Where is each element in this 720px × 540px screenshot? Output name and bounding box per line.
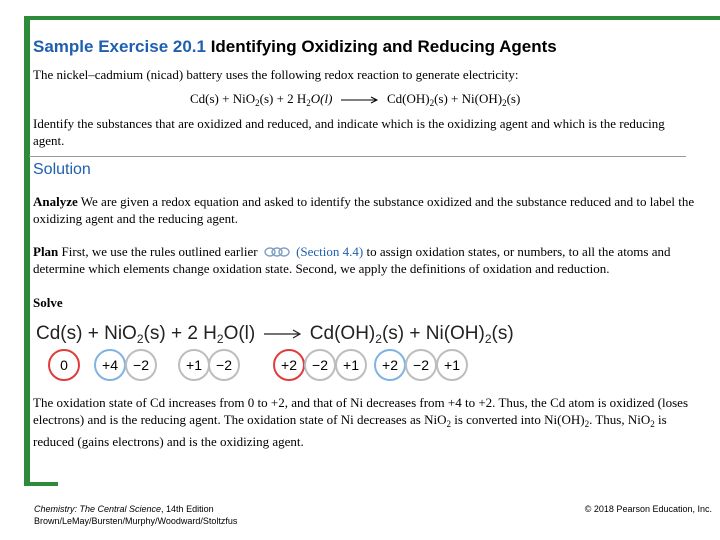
- link-chain-icon[interactable]: [263, 246, 291, 258]
- solution-heading: Solution: [33, 161, 91, 178]
- equation-product-b: (s) + Ni(OH): [434, 91, 503, 106]
- conclusion-subscript: 2: [584, 419, 590, 429]
- solve-label: [33, 294, 63, 311]
- left-accent-bar: [24, 16, 30, 486]
- plan-label: Plan: [33, 244, 59, 259]
- conclusion-paragraph: [33, 394, 705, 450]
- equation-reactant-a: Cd(s) + NiO: [190, 91, 256, 106]
- solve-term: (s): [491, 323, 514, 344]
- solve-subscript: 2: [484, 332, 492, 346]
- equation-subscript: 2: [306, 98, 311, 108]
- solve-term: (s) + Ni(OH): [381, 323, 485, 344]
- equation-product-a: Cd(OH): [386, 91, 430, 106]
- equation-product-c: (s): [506, 91, 521, 106]
- analyze-paragraph: [33, 193, 698, 227]
- oxidation-state-badge: +1: [335, 349, 367, 381]
- solve-term: O(l): [223, 323, 256, 344]
- conclusion-subscript: 2: [446, 419, 451, 429]
- solve-subscript: 2: [136, 332, 144, 346]
- oxidation-state-badge: −2: [125, 349, 157, 381]
- bottom-accent-bar: [24, 482, 58, 486]
- exercise-title: Identifying Oxidizing and Reducing Agents: [210, 37, 557, 56]
- oxidation-state-badge: −2: [208, 349, 240, 381]
- book-authors: Brown/LeMay/Bursten/Murphy/Woodward/Stoltzfus: [34, 516, 238, 526]
- conclusion-text: . Thus, NiO: [589, 412, 651, 427]
- equation-subscript: 2: [255, 98, 260, 108]
- oxidation-state-badge: +1: [178, 349, 210, 381]
- reaction-arrow-icon: [263, 328, 303, 340]
- oxidation-state-badge: +2: [374, 349, 406, 381]
- plan-paragraph: [33, 243, 698, 277]
- solve-subscript: 2: [216, 332, 224, 346]
- analyze-label: Analyze: [33, 194, 78, 209]
- oxidation-state-badge: +4: [94, 349, 126, 381]
- conclusion-text: is reduced (gains electrons) and is the oxidizing agent.: [33, 412, 667, 449]
- solve-term: (s) + 2 H: [143, 323, 217, 344]
- page-title: [33, 37, 557, 57]
- solve-term: Cd(OH): [309, 323, 376, 344]
- section-divider: [29, 156, 686, 157]
- reaction-equation: [190, 91, 520, 108]
- oxidation-state-badge: +2: [273, 349, 305, 381]
- oxidation-state-badge: +1: [436, 349, 468, 381]
- footer-citation: [34, 503, 237, 527]
- oxidation-state-badge: −2: [304, 349, 336, 381]
- solve-subscript: 2: [375, 332, 382, 346]
- footer-copyright: © 2018 Pearson Education, Inc.: [584, 504, 712, 514]
- equation-subscript: 2: [502, 98, 507, 108]
- conclusion-text: The oxidation state of Cd increases from 0 to +2, and that of Ni decreases from +4 to +2. Thus, the Cd atom is oxidized (loses electrons) and is the reducing agent. The oxidation state of Ni decreases as NiO: [33, 395, 689, 427]
- solve-label-text: Solve: [33, 295, 63, 310]
- equation-reactant-c: O(l): [310, 91, 333, 106]
- equation-reactant-b: (s) + 2 H: [259, 91, 307, 106]
- solve-equation: [36, 323, 514, 346]
- book-title: Chemistry: The Central Science: [34, 504, 162, 514]
- plan-text-b: to assign oxidation states, or numbers, to all the atoms and determine which elements change oxidation state. Second, we apply the definitions of oxidation and reduction.: [33, 244, 671, 276]
- oxidation-state-badge: −2: [405, 349, 437, 381]
- plan-text-a: First, we use the rules outlined earlier: [61, 244, 258, 259]
- solve-term: Cd(s) + NiO: [36, 323, 137, 344]
- oxidation-state-badge: 0: [48, 349, 80, 381]
- analyze-text: We are given a redox equation and asked to identify the substance oxidized and the substance reduced and to label the oxidizing agent and the reducing agent.: [33, 194, 695, 226]
- problem-intro: The nickel–cadmium (nicad) battery uses the following redox reaction to generate electricity:: [33, 67, 519, 82]
- conclusion-text: is converted into Ni(OH): [450, 412, 585, 427]
- equation-subscript: 2: [429, 98, 435, 108]
- top-accent-bar: [24, 16, 720, 20]
- section-link[interactable]: (Section 4.4): [296, 244, 364, 259]
- reaction-arrow-icon: [340, 95, 380, 105]
- exercise-number: Sample Exercise 20.1: [33, 37, 206, 56]
- problem-question: Identify the substances that are oxidized and reduced, and indicate which is the oxidizing agent and which is the reducing agent.: [33, 116, 665, 148]
- book-edition: , 14th Edition: [161, 504, 214, 514]
- conclusion-subscript: 2: [650, 419, 655, 429]
